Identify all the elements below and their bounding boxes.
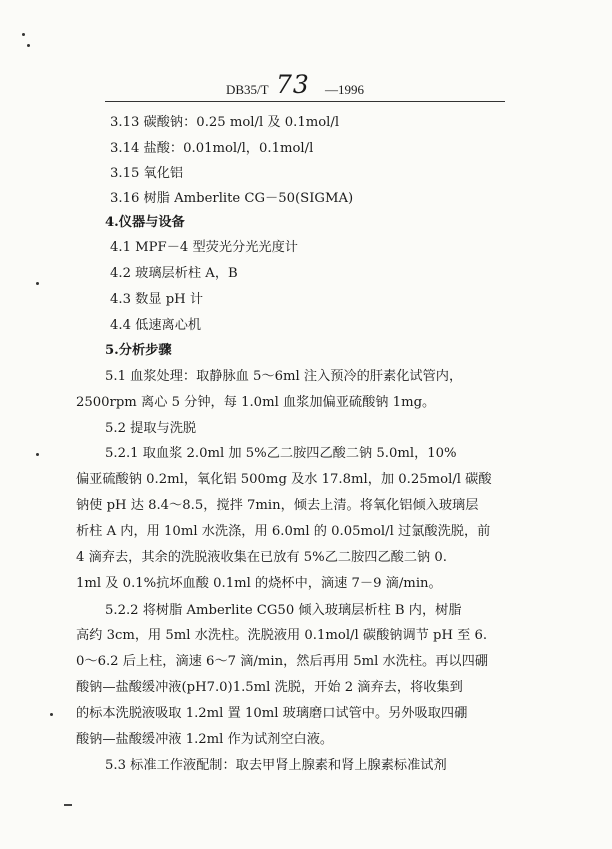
paragraph-5-2-1-line: 钠使 pH 达 8.4～8.5，搅拌 7min，倾去上清。将氧化铝倾入玻璃层 xyxy=(76,498,479,513)
item-3-16: 3.16 树脂 Amberlite CG－50(SIGMA) xyxy=(110,191,354,206)
paragraph-5-3-line: 5.3 标准工作液配制：取去甲肾上腺素和肾上腺素标准试剂 xyxy=(105,758,447,773)
paragraph-5-2-2-line: 的标本洗脱液吸取 1.2ml 置 10ml 玻璃磨口试管中。另外吸取四硼 xyxy=(76,706,468,721)
item-4-3: 4.3 数显 pH 计 xyxy=(110,292,204,307)
paragraph-5-2-2-line: 酸钠—盐酸缓冲液 1.2ml 作为试剂空白液。 xyxy=(76,732,334,747)
paragraph-5-2-2-line: 0～6.2 后上柱，滴速 6～7 滴/min，然后再用 5ml 水洗柱。再以四硼 xyxy=(76,654,488,669)
item-4-2: 4.2 玻璃层析柱 A，B xyxy=(110,266,238,281)
paragraph-5-2-1-line: 5.2.1 取血浆 2.0ml 加 5%乙二胺四乙酸二钠 5.0ml，10% xyxy=(105,446,457,461)
item-3-14: 3.14 盐酸：0.01mol/l，0.1mol/l xyxy=(110,141,314,156)
section-heading-4: 4.仪器与设备 xyxy=(105,215,185,230)
paragraph-5-2-1-line: 4 滴弃去，其余的洗脱液收集在已放有 5%乙二胺四乙酸二钠 0. xyxy=(76,550,447,565)
paragraph-5-1-line: 5.1 血浆处理：取静脉血 5～6ml 注入预冷的肝素化试管内， xyxy=(105,369,463,384)
standard-code: DB35/T xyxy=(226,82,269,97)
standard-number: 73 xyxy=(276,70,310,99)
paragraph-5-1-line: 2500rpm 离心 5 分钟，每 1.0ml 血浆加偏亚硫酸钠 1mg。 xyxy=(76,395,436,410)
scan-speck xyxy=(50,713,53,716)
header-rule xyxy=(105,101,505,102)
scan-speck xyxy=(22,33,25,36)
standard-year: —1996 xyxy=(325,82,364,97)
paragraph-5-2-2-line: 酸钠—盐酸缓冲液(pH7.0)1.5ml 洗脱，开始 2 滴弃去，将收集到 xyxy=(76,680,463,695)
item-4-4: 4.4 低速离心机 xyxy=(110,318,202,333)
paragraph-5-2-1-line: 偏亚硫酸钠 0.2ml，氧化铝 500mg 及水 17.8ml，加 0.25mol/l 碳酸 xyxy=(76,472,492,487)
paragraph-5-2-1-line: 1ml 及 0.1%抗坏血酸 0.1ml 的烧杯中，滴速 7－9 滴/min。 xyxy=(76,576,442,591)
scan-speck xyxy=(36,453,39,456)
scan-speck xyxy=(27,44,30,47)
paragraph-5-2-2-line: 高约 3cm，用 5ml 水洗柱。洗脱液用 0.1mol/l 碳酸钠调节 pH 至 6. xyxy=(76,628,488,643)
scan-speck xyxy=(36,282,39,285)
section-heading-5: 5.分析步骤 xyxy=(105,343,172,358)
item-5-2: 5.2 提取与洗脱 xyxy=(105,421,197,436)
paragraph-5-2-2-line: 5.2.2 将树脂 Amberlite CG50 倾入玻璃层析柱 B 内，树脂 xyxy=(105,603,462,618)
item-3-13: 3.13 碳酸钠：0.25 mol/l 及 0.1mol/l xyxy=(110,115,340,130)
item-3-15: 3.15 氧化铝 xyxy=(110,166,184,181)
item-4-1: 4.1 MPF－4 型荧光分光光度计 xyxy=(110,240,298,255)
scan-mark xyxy=(64,804,72,806)
paragraph-5-2-1-line: 析柱 A 内，用 10ml 水洗涤，用 6.0ml 的 0.05mol/l 过氯酸洗脱，前 xyxy=(76,524,491,539)
